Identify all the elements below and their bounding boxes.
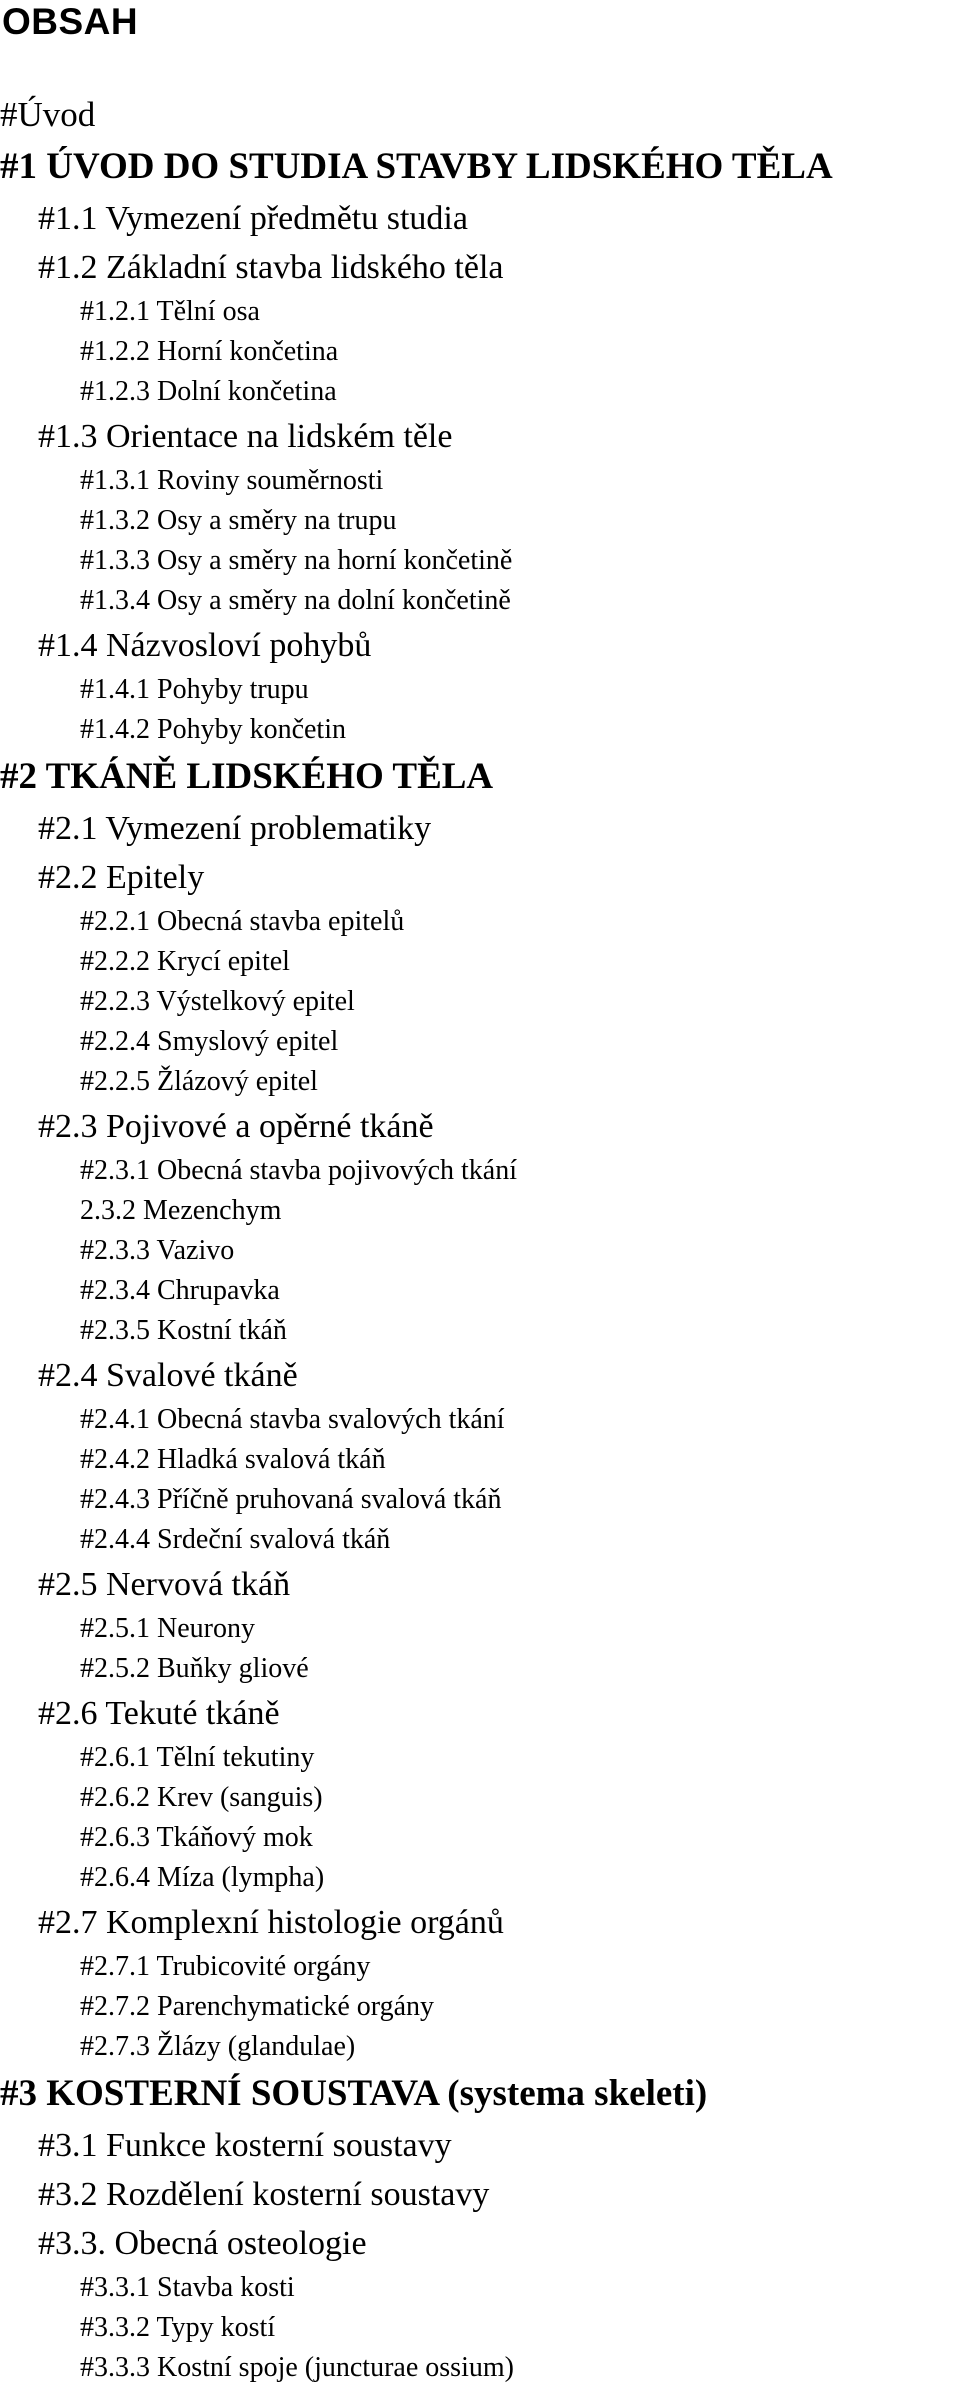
toc-subsection: #1.3.1 Roviny souměrnosti (80, 465, 384, 496)
toc-section: #2.5 Nervová tkáň (38, 1566, 291, 1603)
toc-subsection: #2.4.3 Příčně pruhovaná svalová tkáň (80, 1484, 502, 1515)
toc-subsection: #3.3.2 Typy kostí (80, 2312, 276, 2343)
toc-section: #1.2 Základní stavba lidského těla (38, 249, 504, 286)
toc-chapter: #2 TKÁNĚ LIDSKÉHO TĚLA (0, 756, 494, 797)
toc-subsection: #1.3.4 Osy a směry na dolní končetině (80, 585, 511, 616)
toc-section: #3.2 Rozdělení kosterní soustavy (38, 2176, 490, 2213)
toc-section: #3.3. Obecná osteologie (38, 2225, 367, 2262)
toc-subsection: #2.5.2 Buňky gliové (80, 1653, 309, 1684)
toc-subsection: #2.2.5 Žlázový epitel (80, 1066, 318, 1097)
toc-subsection: #2.2.4 Smyslový epitel (80, 1026, 339, 1057)
toc-subsection: #1.2.2 Horní končetina (80, 336, 339, 367)
toc-subsection: #1.4.1 Pohyby trupu (80, 674, 309, 705)
toc-subsection: #3.3.1 Stavba kosti (80, 2272, 295, 2303)
toc-subsection: #2.7.1 Trubicovité orgány (80, 1951, 371, 1982)
toc-subsection: #2.3.3 Vazivo (80, 1235, 235, 1266)
toc-section: #2.3 Pojivové a opěrné tkáně (38, 1108, 434, 1145)
toc-subsection: #1.4.2 Pohyby končetin (80, 714, 346, 745)
toc-section: #2.4 Svalové tkáně (38, 1357, 298, 1394)
toc-subsection: #2.4.4 Srdeční svalová tkáň (80, 1524, 391, 1555)
toc-subsection: #2.4.1 Obecná stavba svalových tkání (80, 1404, 505, 1435)
toc-subsection: #2.2.1 Obecná stavba epitelů (80, 906, 405, 937)
table-of-contents (0, 90, 960, 2388)
toc-subsection: #2.2.3 Výstelkový epitel (80, 986, 355, 1017)
toc-section: #1.1 Vymezení předmětu studia (38, 200, 468, 237)
toc-section: #1.4 Názvosloví pohybů (38, 627, 372, 664)
toc-subsection: #2.7.2 Parenchymatické orgány (80, 1991, 435, 2022)
toc-intro: #Úvod (0, 95, 96, 134)
toc-section: #1.3 Orientace na lidském těle (38, 418, 453, 455)
toc-subsection: #2.6.4 Míza (lympha) (80, 1862, 325, 1893)
toc-chapter: #3 KOSTERNÍ SOUSTAVA (systema skeleti) (0, 2073, 708, 2114)
toc-section: #2.1 Vymezení problematiky (38, 810, 432, 847)
toc-subsection: #3.3.3 Kostní spoje (juncturae ossium) (80, 2352, 514, 2383)
toc-subsection: 2.3.2 Mezenchym (80, 1195, 282, 1226)
toc-subsection: #2.6.1 Tělní tekutiny (80, 1742, 315, 1773)
toc-subsection: #1.3.2 Osy a směry na trupu (80, 505, 397, 536)
toc-section: #3.1 Funkce kosterní soustavy (38, 2127, 452, 2164)
toc-subsection: #2.3.4 Chrupavka (80, 1275, 280, 1306)
toc-subsection: #2.4.2 Hladká svalová tkáň (80, 1444, 386, 1475)
toc-subsection: #1.3.3 Osy a směry na horní končetině (80, 545, 513, 576)
toc-subsection: #2.3.1 Obecná stavba pojivových tkání (80, 1155, 518, 1186)
toc-subsection: #2.3.5 Kostní tkáň (80, 1315, 287, 1346)
toc-subsection: #2.5.1 Neurony (80, 1613, 255, 1644)
page-title: OBSAH (2, 1, 139, 42)
toc-section: #2.7 Komplexní histologie orgánů (38, 1904, 504, 1941)
toc-chapter: #1 ÚVOD DO STUDIA STAVBY LIDSKÉHO TĚLA (0, 146, 833, 187)
toc-section: #2.6 Tekuté tkáně (38, 1695, 280, 1732)
toc-subsection: #2.6.2 Krev (sanguis) (80, 1782, 323, 1813)
toc-section: #2.2 Epitely (38, 859, 205, 896)
toc-subsection: #2.7.3 Žlázy (glandulae) (80, 2031, 356, 2062)
toc-subsection: #1.2.3 Dolní končetina (80, 376, 337, 407)
toc-subsection: #2.2.2 Krycí epitel (80, 946, 290, 977)
toc-subsection: #2.6.3 Tkáňový mok (80, 1822, 313, 1853)
toc-subsection: #1.2.1 Tělní osa (80, 296, 260, 327)
